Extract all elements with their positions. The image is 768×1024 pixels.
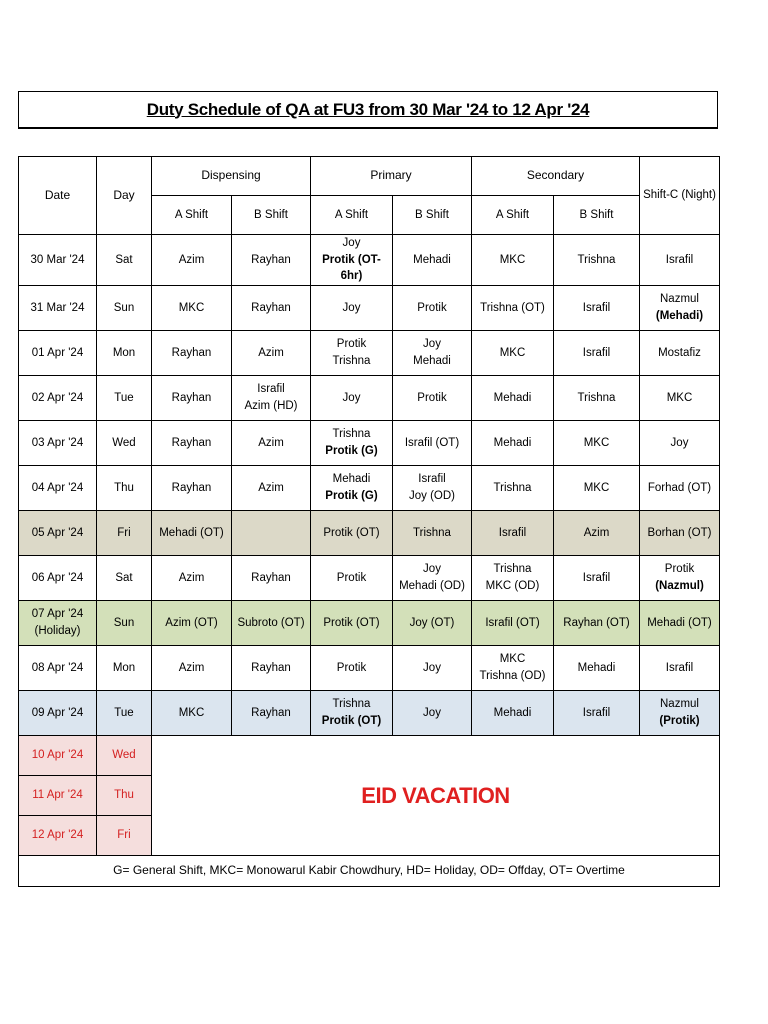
sec-a-cell: Trishna MKC (OD) <box>472 556 554 601</box>
night-cell: Mostafiz <box>640 331 720 376</box>
sec-b-cell: Rayhan (OT) <box>554 601 640 646</box>
prim-b-cell: Protik <box>393 286 472 331</box>
prim-a-cell: Protik Trishna <box>311 331 393 376</box>
prim-a-cell: Joy Protik (OT-6hr) <box>311 235 393 286</box>
sec-b-cell: Mehadi <box>554 646 640 691</box>
date-cell: 04 Apr '24 <box>19 466 97 511</box>
night-cell: MKC <box>640 376 720 421</box>
prim-a-cell: Protik <box>311 556 393 601</box>
prim-b-cell: Joy Mehadi <box>393 331 472 376</box>
disp-b-cell: Azim <box>232 331 311 376</box>
disp-b-cell: Subroto (OT) <box>232 601 311 646</box>
sec-a-cell: Israfil (OT) <box>472 601 554 646</box>
day-cell: Tue <box>97 376 152 421</box>
disp-b-cell: Azim <box>232 421 311 466</box>
sec-b-cell: Israfil <box>554 556 640 601</box>
header-secondary: Secondary <box>472 157 640 196</box>
prim-a-cell: Trishna Protik (OT) <box>311 691 393 736</box>
disp-b-cell: Rayhan <box>232 556 311 601</box>
date-cell: 06 Apr '24 <box>19 556 97 601</box>
sec-a-cell: MKC Trishna (OD) <box>472 646 554 691</box>
eid-vacation-text: EID VACATION <box>361 782 510 808</box>
day-cell: Mon <box>97 646 152 691</box>
table-row <box>19 331 720 376</box>
disp-a-cell: Rayhan <box>152 376 232 421</box>
prim-b-cell: Joy Mehadi (OD) <box>393 556 472 601</box>
sec-b-cell: Azim <box>554 511 640 556</box>
eid-day-cell: Wed <box>97 736 152 776</box>
header-dispensing: Dispensing <box>152 157 311 196</box>
disp-a-cell: Azim <box>152 556 232 601</box>
date-cell: 30 Mar '24 <box>19 235 97 286</box>
title-box <box>18 91 718 129</box>
day-cell: Wed <box>97 421 152 466</box>
disp-a-cell: Azim <box>152 235 232 286</box>
sec-b-cell: MKC <box>554 421 640 466</box>
prim-b-cell: Joy <box>393 691 472 736</box>
day-cell: Sat <box>97 235 152 286</box>
header-date: Date <box>19 157 97 235</box>
header-disp-a: A Shift <box>152 196 232 235</box>
header-primary: Primary <box>311 157 472 196</box>
table-row <box>19 376 720 421</box>
night-cell: Joy <box>640 421 720 466</box>
table-row <box>19 556 720 601</box>
duty-schedule-table <box>18 156 720 887</box>
header-day: Day <box>97 157 152 235</box>
sec-a-cell: MKC <box>472 235 554 286</box>
sec-a-cell: Israfil <box>472 511 554 556</box>
eid-date-cell: 11 Apr '24 <box>19 776 97 816</box>
night-cell: Mehadi (OT) <box>640 601 720 646</box>
eid-day-cell: Thu <box>97 776 152 816</box>
sec-a-cell: Trishna (OT) <box>472 286 554 331</box>
day-cell: Mon <box>97 331 152 376</box>
night-cell: Borhan (OT) <box>640 511 720 556</box>
table-row <box>19 646 720 691</box>
prim-a-cell: Joy <box>311 376 393 421</box>
eid-day-cell: Fri <box>97 816 152 856</box>
sec-b-cell: Israfil <box>554 331 640 376</box>
prim-b-cell: Joy <box>393 646 472 691</box>
day-cell: Fri <box>97 511 152 556</box>
prim-b-cell: Israfil (OT) <box>393 421 472 466</box>
disp-a-cell: MKC <box>152 691 232 736</box>
prim-a-cell: Joy <box>311 286 393 331</box>
date-cell: 01 Apr '24 <box>19 331 97 376</box>
date-cell: 31 Mar '24 <box>19 286 97 331</box>
page-title: Duty Schedule of QA at FU3 from 30 Mar '24 to 12 Apr '24 <box>146 99 590 119</box>
date-cell: 02 Apr '24 <box>19 376 97 421</box>
header-sec-a: A Shift <box>472 196 554 235</box>
disp-b-cell: Azim <box>232 466 311 511</box>
header-shift-c: Shift-C (Night) <box>640 157 720 235</box>
sec-b-cell: Israfil <box>554 286 640 331</box>
table-row <box>19 601 720 646</box>
table-row <box>19 466 720 511</box>
date-cell: 08 Apr '24 <box>19 646 97 691</box>
table-row <box>19 691 720 736</box>
sec-b-cell: Trishna <box>554 235 640 286</box>
disp-a-cell: Rayhan <box>152 421 232 466</box>
date-cell: 09 Apr '24 <box>19 691 97 736</box>
disp-a-cell: Azim (OT) <box>152 601 232 646</box>
night-cell: Nazmul (Protik) <box>640 691 720 736</box>
prim-b-cell: Trishna <box>393 511 472 556</box>
prim-a-cell: Mehadi Protik (G) <box>311 466 393 511</box>
disp-b-cell: Israfil Azim (HD) <box>232 376 311 421</box>
prim-a-cell: Protik (OT) <box>311 601 393 646</box>
prim-a-cell: Protik (OT) <box>311 511 393 556</box>
table-row <box>19 235 720 286</box>
prim-b-cell: Israfil Joy (OD) <box>393 466 472 511</box>
sec-b-cell: Trishna <box>554 376 640 421</box>
disp-b-cell: Rayhan <box>232 691 311 736</box>
disp-a-cell: Azim <box>152 646 232 691</box>
table-row <box>19 286 720 331</box>
date-cell: 07 Apr '24 (Holiday) <box>19 601 97 646</box>
day-cell: Tue <box>97 691 152 736</box>
date-cell: 03 Apr '24 <box>19 421 97 466</box>
night-cell: Forhad (OT) <box>640 466 720 511</box>
sec-a-cell: Trishna <box>472 466 554 511</box>
prim-a-cell: Protik <box>311 646 393 691</box>
day-cell: Thu <box>97 466 152 511</box>
disp-b-cell: Rayhan <box>232 646 311 691</box>
eid-date-cell: 10 Apr '24 <box>19 736 97 776</box>
disp-a-cell: Rayhan <box>152 466 232 511</box>
prim-a-cell: Trishna Protik (G) <box>311 421 393 466</box>
eid-vacation-cell <box>152 736 720 856</box>
legend-text: G= General Shift, MKC= Monowarul Kabir Chowdhury, HD= Holiday, OD= Offday, OT= Overtime <box>19 856 720 887</box>
night-cell: Israfil <box>640 646 720 691</box>
night-cell: Nazmul (Mehadi) <box>640 286 720 331</box>
sec-b-cell: Israfil <box>554 691 640 736</box>
header-prim-b: B Shift <box>393 196 472 235</box>
sec-a-cell: Mehadi <box>472 691 554 736</box>
sec-a-cell: Mehadi <box>472 421 554 466</box>
sec-a-cell: MKC <box>472 331 554 376</box>
day-cell: Sun <box>97 601 152 646</box>
header-prim-a: A Shift <box>311 196 393 235</box>
night-cell: Protik (Nazmul) <box>640 556 720 601</box>
prim-b-cell: Protik <box>393 376 472 421</box>
legend-row <box>19 856 720 887</box>
table-row <box>19 511 720 556</box>
disp-b-cell: Rayhan <box>232 286 311 331</box>
eid-date-cell: 12 Apr '24 <box>19 816 97 856</box>
day-cell: Sun <box>97 286 152 331</box>
night-cell: Israfil <box>640 235 720 286</box>
disp-a-cell: Rayhan <box>152 331 232 376</box>
disp-a-cell: Mehadi (OT) <box>152 511 232 556</box>
disp-b-cell <box>232 511 311 556</box>
header-disp-b: B Shift <box>232 196 311 235</box>
disp-b-cell: Rayhan <box>232 235 311 286</box>
eid-row <box>19 736 720 776</box>
sec-a-cell: Mehadi <box>472 376 554 421</box>
table-row <box>19 421 720 466</box>
header-sec-b: B Shift <box>554 196 640 235</box>
disp-a-cell: MKC <box>152 286 232 331</box>
day-cell: Sat <box>97 556 152 601</box>
sec-b-cell: MKC <box>554 466 640 511</box>
prim-b-cell: Mehadi <box>393 235 472 286</box>
prim-b-cell: Joy (OT) <box>393 601 472 646</box>
date-cell: 05 Apr '24 <box>19 511 97 556</box>
